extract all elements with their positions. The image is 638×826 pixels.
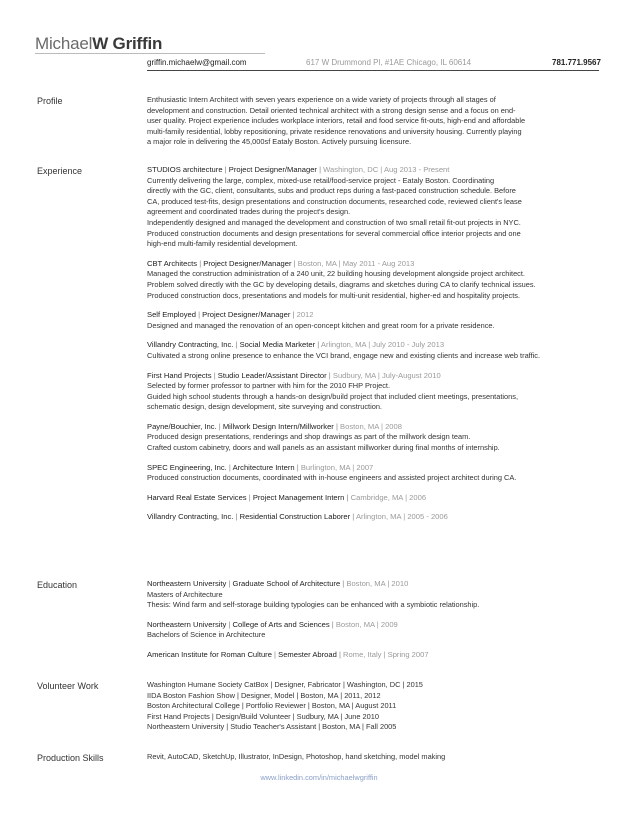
- entry-description-line: Thesis: Wind farm and self-storage building typologies can be enhanced with a symbiotic relationship.: [147, 600, 480, 610]
- entry-role: Project Management Intern: [252, 492, 345, 502]
- entry-location-date: Arlington, MA | July 2010 - July 2013: [320, 340, 445, 350]
- experience-entry: [147, 259, 597, 301]
- entry-role: Architecture Intern: [232, 462, 295, 472]
- experience-entry-heading: [147, 165, 597, 176]
- entry-description-line: CA, produced test-fits, design presentations and construction documents, researched code, reviewed client's lease: [147, 196, 522, 206]
- volunteer-label: Volunteer Work: [37, 681, 99, 691]
- separator: |: [340, 579, 347, 588]
- contact-divider: [147, 70, 599, 71]
- entry-organization: Self Employed: [147, 310, 196, 320]
- entry-role: Project Designer/Manager: [228, 165, 317, 174]
- separator: |: [222, 165, 229, 174]
- name-divider: [35, 53, 265, 54]
- volunteer-line: First Hand Projects | Design/Build Volunteer | Sudbury, MA | June 2010: [147, 711, 379, 721]
- experience-section: [147, 165, 597, 532]
- experience-entry-heading: [147, 493, 597, 504]
- experience-entry: [147, 463, 597, 484]
- separator: |: [233, 340, 240, 350]
- separator: |: [316, 165, 324, 174]
- entry-organization: American Institute for Roman Culture: [147, 649, 272, 659]
- entry-description-line: Masters of Architecture: [147, 589, 223, 599]
- entry-location-date: Sudbury, MA | July-August 2010: [332, 370, 441, 380]
- education-entry-heading: [147, 579, 597, 590]
- entry-location-date: Cambridge, MA | 2006: [350, 492, 427, 502]
- entry-organization: Harvard Real Estate Services: [147, 492, 247, 502]
- experience-entry-heading: [147, 310, 597, 321]
- separator: |: [197, 258, 204, 268]
- entry-description-line: Independently designed and managed the development and construction of two small retail fit-out projects in NYC.: [147, 217, 521, 227]
- separator: |: [350, 512, 356, 522]
- entry-role: Millwork Design Intern/Millworker: [222, 421, 334, 431]
- last-name: W Griffin: [92, 34, 163, 53]
- education-entry: [147, 620, 597, 641]
- experience-entry: [147, 340, 597, 361]
- entry-description-line: Bachelors of Science in Architecture: [147, 630, 266, 640]
- experience-entry-heading: [147, 340, 597, 351]
- entry-role: Graduate School of Architecture: [232, 579, 341, 588]
- resume-name: [35, 34, 162, 54]
- entry-description-line: Produced construction documents and design presentations for several commercial office interior projects and one: [147, 228, 521, 238]
- volunteer-text: [147, 680, 597, 733]
- entry-description-line: high-end multi-family residential development.: [147, 239, 298, 249]
- entry-description-line: Selected by former professor to partner with him for the 2010 FHP Project.: [147, 381, 391, 391]
- separator: |: [246, 492, 253, 502]
- email-text[interactable]: griffin.michaelw@gmail.com: [147, 58, 247, 67]
- separator: |: [290, 310, 297, 320]
- entry-location-date: Boston, MA | 2009: [335, 619, 398, 629]
- first-name: Michael: [35, 34, 93, 53]
- phone-text: 781.771.9567: [552, 58, 601, 67]
- experience-entry-heading: [147, 259, 597, 270]
- separator: |: [344, 492, 351, 502]
- volunteer-line: Boston Architectural College | Portfolio Reviewer | Boston, MA | August 2011: [147, 701, 397, 711]
- separator: |: [329, 619, 336, 629]
- entry-location-date: Rome, Italy | Spring 2007: [343, 649, 429, 659]
- profile-text: [147, 95, 597, 148]
- entry-organization: CBT Architects: [147, 258, 198, 268]
- education-entry-heading: [147, 650, 597, 661]
- education-entry: [147, 579, 597, 611]
- experience-entry-heading: [147, 463, 597, 474]
- separator: |: [226, 579, 233, 588]
- entry-description-line: Managed the construction administration of a 240 unit, 22 building housing development alongside project architect.: [147, 269, 525, 279]
- profile-line: multi-family residential, lobby repositioning, private residence renovations and university housing. Currently playing: [147, 126, 522, 136]
- experience-entry: [147, 422, 597, 454]
- separator: |: [226, 462, 233, 472]
- skills-label: Production Skills: [37, 753, 104, 763]
- entry-organization: STUDIOS architecture: [147, 165, 223, 174]
- separator: |: [333, 421, 341, 431]
- education-entry: [147, 650, 597, 661]
- entry-organization: Northeastern University: [147, 579, 227, 588]
- experience-entry: [147, 493, 597, 504]
- separator: |: [226, 619, 233, 629]
- separator: |: [326, 370, 333, 380]
- entry-location-date: Boston, MA | 2008: [340, 421, 402, 431]
- separator: |: [271, 649, 279, 659]
- entry-description-line: Produced construction docs, presentations and models for multi-unit residential, higher-ed and hospitality projects.: [147, 290, 521, 300]
- entry-role: Studio Leader/Assistant Director: [217, 370, 327, 380]
- entry-organization: SPEC Engineering, Inc.: [147, 462, 227, 472]
- education-entry-heading: [147, 620, 597, 631]
- entry-role: College of Arts and Sciences: [232, 619, 330, 629]
- entry-location-date: 2012: [296, 310, 314, 320]
- entry-location-date: Boston, MA | 2010: [346, 579, 409, 588]
- experience-entry-heading: [147, 512, 597, 523]
- entry-role: Project Designer/Manager: [203, 258, 292, 268]
- experience-entry-heading: [147, 371, 597, 382]
- volunteer-line: Washington Humane Society CatBox | Designer, Fabricator | Washington, DC | 2015: [147, 680, 423, 689]
- entry-organization: Payne/Bouchier, Inc.: [147, 421, 217, 431]
- separator: |: [315, 340, 321, 350]
- linkedin-link[interactable]: www.linkedin.com/in/michaelwgriffin: [260, 773, 378, 782]
- skills-text: Revit, AutoCAD, SketchUp, Illustrator, InDesign, Photoshop, hand sketching, model making: [147, 752, 446, 761]
- entry-organization: Villandry Contracting, Inc.: [147, 512, 234, 522]
- entry-location-date: Burlington, MA | 2007: [300, 462, 374, 472]
- profile-section: [147, 95, 597, 148]
- entry-role: Residential Construction Laborer: [239, 512, 351, 522]
- profile-line: user quality. Project experience includes workplace interiors, retail and food service fit-outs, high-end and affordable: [147, 116, 526, 126]
- entry-location-date: Boston, MA | May 2011 - Aug 2013: [297, 258, 415, 268]
- separator: |: [211, 370, 218, 380]
- experience-label: Experience: [37, 166, 83, 176]
- entry-description-line: Guided high school students through a hands-on design/build project that included client meetings, presentations,: [147, 391, 519, 401]
- entry-organization: Villandry Contracting, Inc.: [147, 340, 234, 350]
- separator: |: [216, 421, 223, 431]
- volunteer-line: Northeastern University | Studio Teacher's Assistant | Boston, MA | Fall 2005: [147, 722, 397, 732]
- experience-entry: [147, 371, 597, 413]
- entry-description-line: Problem solved directly with the GC by developing details, diagrams and sketches during CA to clarify technical issues.: [147, 279, 536, 289]
- entry-organization: First Hand Projects: [147, 370, 212, 380]
- entry-description-line: Designed and managed the renovation of an open-concept kitchen and great room for a private residence.: [147, 320, 495, 330]
- education-label: Education: [37, 580, 78, 590]
- entry-description-line: Cultivated a strong online presence to enhance the VCI brand, engage new and existing clients and increase web traffic.: [147, 350, 541, 360]
- entry-description-line: Currently delivering the large, complex, mixed-use retail/food-service project - Eataly Boston. Coordinating: [147, 175, 495, 185]
- entry-location-date: Arlington, MA | 2005 - 2006: [355, 512, 448, 522]
- entry-location-date: Washington, DC | Aug 2013 - Present: [323, 165, 450, 174]
- profile-line: Enthusiastic Intern Architect with seven years experience on a wide variety of projects through all stages of: [147, 95, 496, 104]
- volunteer-line: IIDA Boston Fashion Show | Designer, Model | Boston, MA | 2011, 2012: [147, 690, 381, 700]
- profile-line: a major role in delivering the 45,000sf Eataly Boston. Actively pursuing licensure.: [147, 137, 412, 147]
- separator: |: [336, 649, 344, 659]
- address-text: 617 W Drummond Pl, #1AE Chicago, IL 60614: [306, 58, 472, 67]
- entry-description-line: directly with the GC, client, consultants, subs and product reps during a fast-paced construction schedule. Before: [147, 186, 516, 196]
- volunteer-section: [147, 680, 597, 733]
- experience-entry: [147, 310, 597, 331]
- entry-description-line: Crafted custom cabinetry, doors and wall panels as an assistant millworker during final months of internship.: [147, 443, 500, 453]
- entry-role: Social Media Marketer: [239, 340, 316, 350]
- experience-entry: [147, 512, 597, 523]
- entry-description-line: Produced design presentations, renderings and shop drawings as part of the millwork design team.: [147, 432, 471, 442]
- separator: |: [233, 512, 240, 522]
- profile-line: development and construction. Detail oriented technical architect with a strong design sense and a focus on end-: [147, 105, 516, 115]
- entry-description-line: agreement and coordinated trades during the project's design.: [147, 207, 351, 217]
- entry-role: Semester Abroad: [278, 649, 337, 659]
- separator: |: [195, 310, 203, 320]
- entry-organization: Northeastern University: [147, 619, 227, 629]
- entry-description-line: schematic design, design development, site surveying and construction.: [147, 402, 382, 412]
- entry-description-line: Produced construction documents, coordinated with in-house engineers and assisted project architect during CA.: [147, 473, 517, 483]
- separator: |: [294, 462, 301, 472]
- skills-section: [147, 752, 597, 763]
- separator: |: [291, 258, 298, 268]
- experience-entry-heading: [147, 422, 597, 433]
- education-section: [147, 579, 597, 670]
- experience-entry: [147, 165, 597, 250]
- entry-role: Project Designer/Manager: [202, 310, 291, 320]
- profile-label: Profile: [37, 96, 63, 106]
